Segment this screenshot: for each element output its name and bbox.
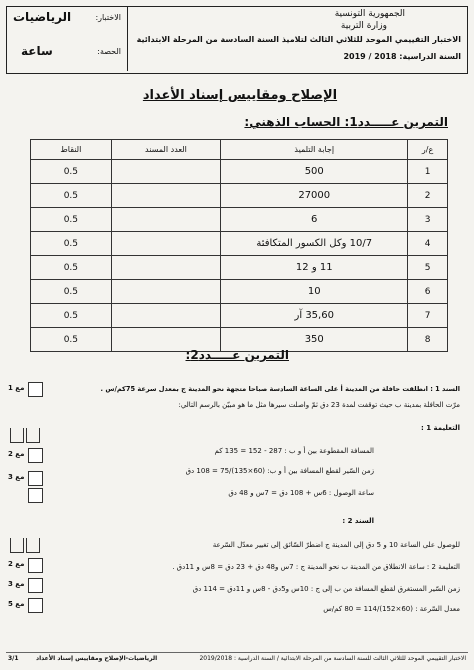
mark-label: مع 1 xyxy=(8,384,25,392)
table-row xyxy=(31,208,448,232)
answer-speed: معدل السّرعة : (60×152)/114 = 80 كم/س xyxy=(323,605,460,613)
cell-score xyxy=(111,232,221,256)
col-header-number: ع/ر xyxy=(408,140,448,160)
country-name: الجمهورية التونسية xyxy=(334,9,405,19)
subject-label: الاختبار: xyxy=(95,13,121,22)
cell-answer: 35,60 آر xyxy=(221,304,408,328)
mark-label: مع 3 xyxy=(8,580,25,588)
mark-label: مع 2 xyxy=(8,450,25,458)
subject-value: الرياضيات xyxy=(13,10,72,24)
exercise2-title: التمرين عـــــدد2: xyxy=(185,348,289,362)
exam-header xyxy=(6,6,468,74)
mark-box xyxy=(28,488,43,503)
col-header-score: العدد المسند xyxy=(111,140,221,160)
table-row xyxy=(31,280,448,304)
cell-number: 4 xyxy=(408,232,448,256)
page-title: الإصلاح ومقاييس إسناد الأعداد xyxy=(142,88,338,103)
footer-page-number: 3/1 xyxy=(8,655,19,662)
header-title-panel xyxy=(129,7,465,71)
cell-points: 0.5 xyxy=(31,256,112,280)
answer-time: زمن السّير لقطع المسافة بين أ و ب: (60×135)/75 = 108 دق xyxy=(185,467,374,475)
cell-number: 3 xyxy=(408,208,448,232)
exercise1-title: التمرين عـــــدد1: الحساب الذهني: xyxy=(244,115,448,129)
mark-box xyxy=(28,382,43,397)
cell-answer: 350 xyxy=(221,328,408,352)
table-header-row xyxy=(31,140,448,160)
mark-label: مع 3 xyxy=(8,473,25,481)
cell-number: 8 xyxy=(408,328,448,352)
cell-points: 0.5 xyxy=(31,304,112,328)
mark-box xyxy=(10,428,24,443)
cell-score xyxy=(111,184,221,208)
answer-distance: المسافة المقطوعة بين أ و ب : 287 - 152 = 135 كم xyxy=(214,447,374,455)
cell-number: 1 xyxy=(408,160,448,184)
mental-math-table xyxy=(30,139,448,352)
school-year: السنة الدراسية: 2018 / 2019 xyxy=(343,52,461,61)
mark-box xyxy=(28,448,43,463)
cell-answer: 6 xyxy=(221,208,408,232)
context2-label: السند 2 : xyxy=(342,517,374,525)
cell-number: 5 xyxy=(408,256,448,280)
table-row xyxy=(31,184,448,208)
mark-label: مع 5 xyxy=(8,600,25,608)
cell-answer: 27000 xyxy=(221,184,408,208)
cell-answer: 11 و 12 xyxy=(221,256,408,280)
cell-score xyxy=(111,160,221,184)
mark-box xyxy=(26,538,40,553)
session-value: ساعة xyxy=(21,44,53,58)
cell-points: 0.5 xyxy=(31,184,112,208)
cell-score xyxy=(111,280,221,304)
table-row xyxy=(31,304,448,328)
table-row xyxy=(31,232,448,256)
cell-points: 0.5 xyxy=(31,328,112,352)
context2-text: للوصول على الساعة 10 و 5 دق إلى المدينة ج اضطرّ السّائق إلى تغيير معدّل السّرعة xyxy=(212,541,460,549)
col-header-answer: إجابة التلميذ xyxy=(221,140,408,160)
instruction2-answer: التعليمة 2 : ساعة الانطلاق من المدينة ب نحو المدينة ج : 7س و48 دق + 23 دق = 8س و 11دق . xyxy=(172,563,460,571)
cell-score xyxy=(111,304,221,328)
cell-points: 0.5 xyxy=(31,160,112,184)
cell-score xyxy=(111,256,221,280)
cell-number: 2 xyxy=(408,184,448,208)
cell-points: 0.5 xyxy=(31,232,112,256)
marks-column xyxy=(8,378,48,648)
mark-box xyxy=(28,598,43,613)
cell-points: 0.5 xyxy=(31,280,112,304)
mark-box xyxy=(28,558,43,573)
context1-text-cont: مرّت الحافلة بمدينة ب حيث توقفت لمدة 23 دق ثمّ واصلت سيرها مثل ما هو مبيّن بالرسم التالي: xyxy=(178,401,460,409)
cell-points: 0.5 xyxy=(31,208,112,232)
cell-number: 6 xyxy=(408,280,448,304)
mark-box xyxy=(10,538,24,553)
mark-label: مع 2 xyxy=(8,560,25,568)
cell-answer: 10/7 وكل الكسور المتكافئة xyxy=(221,232,408,256)
mark-box xyxy=(26,428,40,443)
header-subject-panel xyxy=(7,7,128,71)
cell-score xyxy=(111,208,221,232)
cell-answer: 10 xyxy=(221,280,408,304)
footer-exam-info: الاختبار التقييمي الموحد للثلاثي الثالث للسنة السادسة من المرحلة الابتدائية / السنة الدراسية : 2019/2018 xyxy=(199,655,466,662)
footer-subject: الرياضيات-الإصلاح ومقاييس إسناد الأعداد xyxy=(36,655,158,662)
mark-box xyxy=(28,578,43,593)
instruction1-label: التعليمة 1 : xyxy=(420,424,460,432)
context1-text: السند 1 : انطلقت حافلة من المدينة أ على الساعة السادسة صباحا متجهة نحو المدينة ج بمعدل سرعة 75كم/س . xyxy=(100,385,460,393)
ministry-name: وزارة التربية xyxy=(340,21,387,31)
answer-duration: زمن السّير المستغرق لقطع المسافة من ب إلى ج : 10س و5دق - 8س و 11دق = 114 دق xyxy=(192,585,460,593)
page-footer xyxy=(6,652,468,667)
answer-arrival: ساعة الوصول : 6س + 108 دق = 7س و 48 دق xyxy=(228,489,374,497)
cell-number: 7 xyxy=(408,304,448,328)
mark-box xyxy=(28,471,43,486)
table-row xyxy=(31,160,448,184)
table-row xyxy=(31,256,448,280)
col-header-points: النقاط xyxy=(31,140,112,160)
exam-title: الاختبار التقييمي الموحد للثلاثي الثالث لتلاميذ السنة السادسة من المرحلة الابتدائية xyxy=(136,35,461,44)
cell-answer: 500 xyxy=(221,160,408,184)
session-label: الحصة: xyxy=(97,47,121,56)
